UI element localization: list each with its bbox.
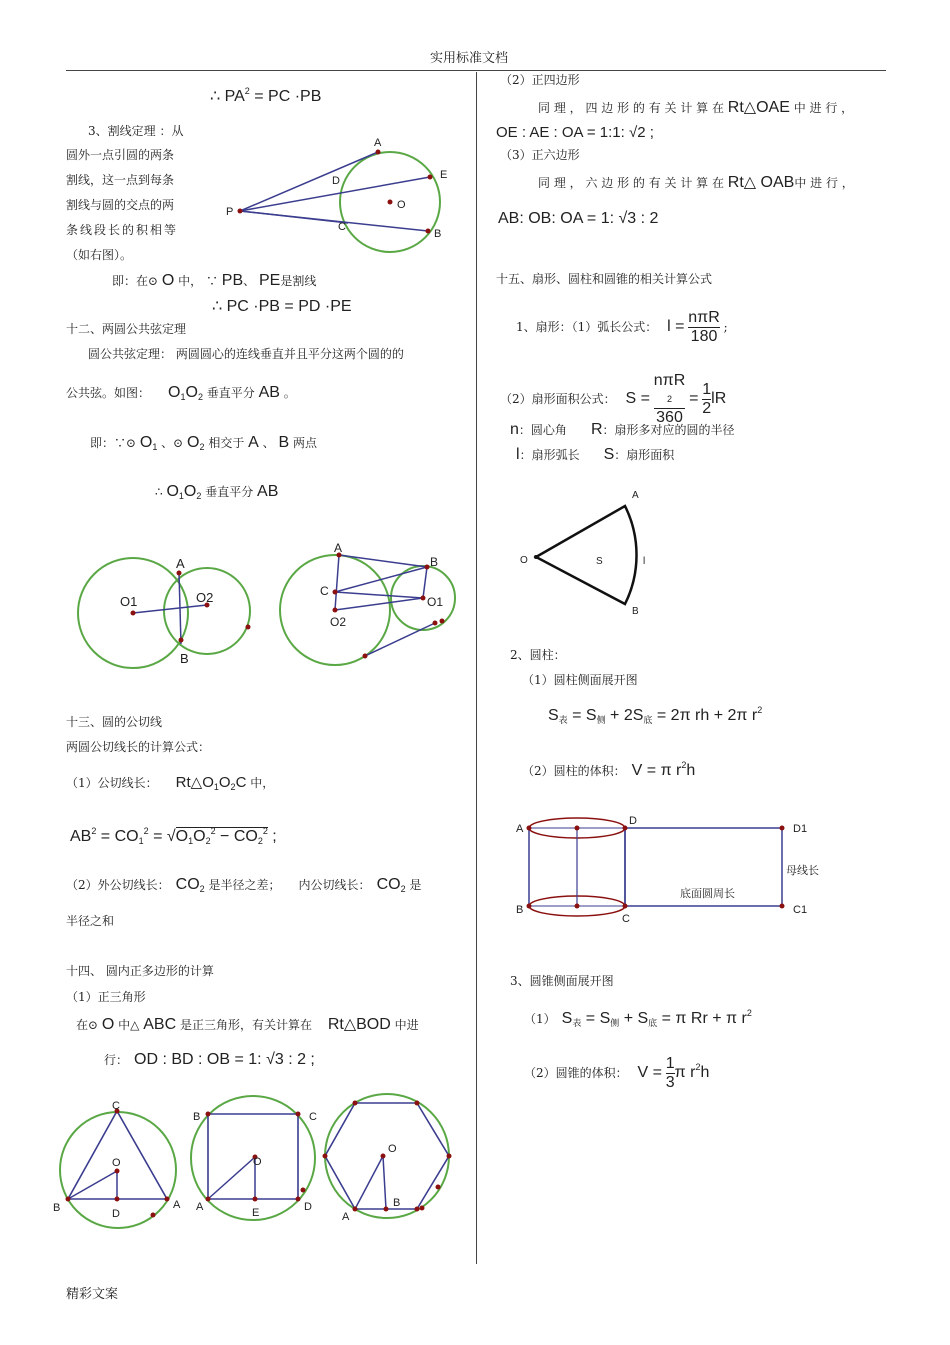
svg-text:O: O [397,199,406,211]
secant-line: （如右图）。 [66,248,133,262]
cylinder-volume: （2）圆柱的体积： V = π $r^2h$ [522,760,696,779]
s14-triangle-ratio: 行： OD : BD : OB = 1: √3 : 2 ; [104,1051,315,1068]
secant-line: 圆外一点引圆的两条 [66,148,175,162]
svg-text:D: D [332,175,340,187]
cone-title: 3、圆锥侧面展开图 [510,974,614,988]
svg-text:O1: O1 [427,595,444,609]
column-divider [476,72,477,1264]
sector-figure [510,485,670,620]
svg-text:D: D [629,815,637,827]
s12-text: 圆公共弦定理： 两圆圆心的连线垂直并且平分这两个圆的的 [88,347,404,361]
svg-text:A: A [173,1199,181,1211]
s14-triangle-text: 在⊙ O 中△ ABC 是正三角形，有关计算在 Rt△BOD 中进 [76,1016,419,1033]
s14-square-text: 同 理 ， 四 边 形 的 有 关 计 算 在 Rt△OAE 中 进 行 ， [538,99,854,116]
cylinder-surface-formula: $S_表 = S_侧 + 2S_底 = 2\pi$ rh + 2π $r^2$ [548,705,763,725]
svg-text:O1: O1 [120,594,138,609]
svg-text:B: B [180,651,189,666]
svg-text:B: B [516,904,524,916]
cylinder-title: 2、圆柱： [510,648,566,662]
svg-text:S: S [596,556,603,567]
svg-text:C: C [622,913,630,925]
section-12-title: 十二、两圆公共弦定理 [66,322,187,336]
svg-text:O: O [388,1143,397,1155]
secant-title: 3、割线定理 ：从 [88,124,184,138]
svg-text:O: O [253,1156,262,1168]
secant-line: 条线段长的积相等 [66,223,179,237]
svg-text:D: D [304,1201,312,1213]
secant-conclusion: 即：在⊙ O 中， ∵ PB、 PE是割线 [112,272,317,289]
secant-line: 割线与圆的交点的两 [66,198,175,212]
svg-text:O: O [520,555,528,566]
cylinder-item1: （1）圆柱侧面展开图 [522,673,638,687]
svg-text:B: B [393,1197,401,1209]
s15-arc-formula: 1、扇形：（1）弧长公式： l = $\frac{\text{nπR}}{180}$ ; [516,309,728,345]
svg-text:C1: C1 [793,904,808,916]
secant-formula: ∴ PC ·PB = PD ·PE [212,298,352,315]
svg-text:O2: O2 [330,615,347,629]
base-circumference-label: 底面圆周长 [680,888,735,900]
svg-text:P: P [226,206,234,218]
s15-legend-l: l：扇形弧长 S：扇形面积 [516,446,675,463]
svg-text:B: B [193,1111,201,1123]
svg-text:B: B [53,1202,61,1214]
svg-text:C: C [309,1111,317,1123]
s14-item1: （1）正三角形 [66,990,146,1004]
page-footer: 精彩文案 [66,1287,119,1302]
page-header: 实用标准文档 [430,51,509,66]
s12-text: 公共弦。如图： $O_1O_2$ 垂直平分 AB 。 [66,384,296,402]
s13-item2-cont: 半径之和 [66,914,115,928]
s12-conclusion: ∴ $O_1O_2$ 垂直平分 AB [155,483,279,501]
svg-text:A: A [176,556,185,571]
s13-item2: （2）外公切线长： $CO_2$ 是半径之差； 内公切线长： $CO_2$ 是 [66,876,422,894]
svg-text:B: B [632,606,639,617]
section-14-title: 十四、 圆内正多边形的计算 [66,964,214,978]
section-15-title: 十五、扇形、圆柱和圆锥的相关计算公式 [496,272,713,286]
svg-text:O: O [112,1157,121,1169]
svg-text:O2: O2 [196,590,214,605]
s12-given: 即：∵⊙ $O_1$ 、⊙ $O_2$ 相交于 A 、 B 两点 [90,434,317,452]
generatrix-label: 母线长 [786,865,819,877]
svg-text:A: A [334,541,343,555]
s15-legend-n: n：圆心角 R：扇形多对应的圆的半径 [510,421,735,438]
cone-surface-formula: （1） $S_表 = S_侧 + S_底 = \pi$ Rr + π $r^2$ [524,1008,752,1028]
header-rule [66,70,886,71]
svg-text:E: E [440,169,448,181]
s14-hex-text: 同 理 ， 六 边 形 的 有 关 计 算 在 Rt△ OAB中 进 行 ， [538,174,854,191]
common-chord-figure [70,545,260,675]
s14-item2: （2）正四边形 [500,73,580,87]
inscribed-polygons-figure [50,1100,470,1230]
secant-figure [220,130,460,250]
s13-subtitle: 两圆公切线长的计算公式： [66,740,211,754]
svg-text:A: A [632,490,639,501]
secant-line: 割线，这一点到每条 [66,173,175,187]
s14-hex-ratio: AB: OB: OA = 1: √3 : 2 [498,210,659,227]
svg-text:C: C [112,1100,120,1112]
svg-text:A: A [374,137,382,149]
s13-item1: （1）公切线长： $Rt\triangle O_1O_2C$ 中， [66,774,275,792]
cylinder-figure [510,812,840,925]
pa-formula: ∴ $PA^2$ = PC ·PB [210,86,322,105]
common-tangent-figure [270,540,470,670]
svg-text:A: A [342,1211,350,1223]
s14-item3: （3）正六边形 [500,148,580,162]
s13-formula: $AB^2 = CO_1^2 = √O_1O_2^2 - CO_2^2$ ; [70,826,277,846]
section-13-title: 十三、圆的公切线 [66,715,163,729]
svg-text:C: C [338,221,346,233]
svg-text:C: C [320,584,329,598]
svg-text:B: B [434,228,442,240]
svg-text:A: A [516,823,524,835]
svg-text:A: A [196,1201,204,1213]
svg-text:D1: D1 [793,823,808,835]
svg-text:E: E [252,1207,260,1219]
svg-text:l: l [643,556,646,567]
svg-text:B: B [430,555,439,569]
s15-area-formula: （2）扇形面积公式： S = nπR 2 360 = $\frac{1}{2}$ lR [500,372,727,426]
cone-volume: （2）圆锥的体积： V = $\frac{1}{3}$ π $r^2h$ [524,1055,710,1091]
s14-square-ratio: OE : AE : OA = 1:1: √2 ; [496,124,654,141]
svg-text:D: D [112,1208,120,1220]
